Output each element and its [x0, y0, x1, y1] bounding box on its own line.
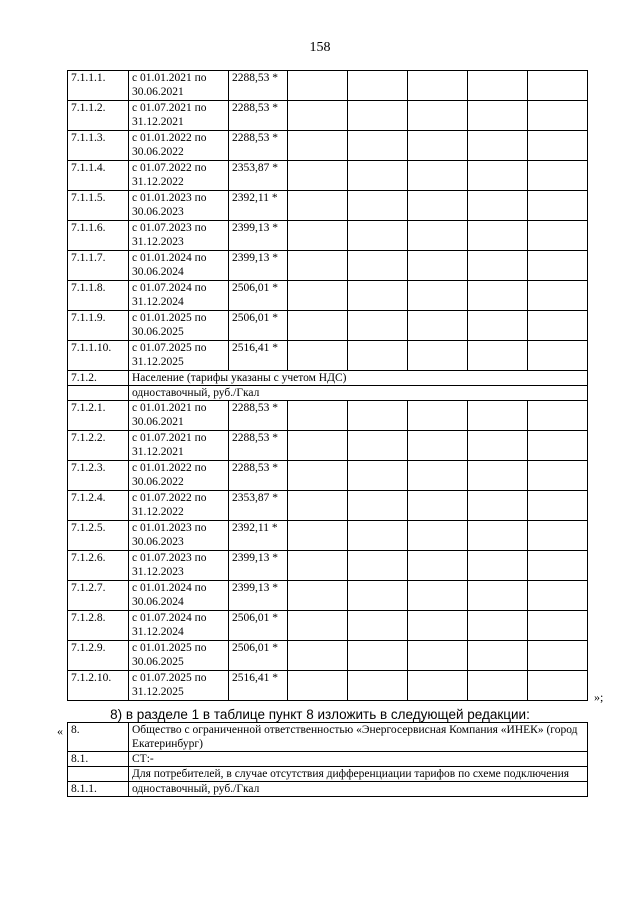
empty-cell — [468, 581, 528, 611]
empty-cell — [288, 401, 348, 431]
empty-cell — [288, 191, 348, 221]
row-code: 7.1.2.8. — [68, 611, 129, 641]
empty-cell — [408, 71, 468, 101]
empty-cell — [408, 311, 468, 341]
amendment-heading: 8) в разделе 1 в таблице пункт 8 изложить в следующей редакции: — [110, 707, 530, 722]
empty-cell — [288, 611, 348, 641]
row-period: с 01.07.2025 по 31.12.2025 — [129, 671, 229, 701]
section-code: 7.1.2. — [68, 371, 129, 386]
empty-cell — [528, 251, 588, 281]
empty-cell — [288, 341, 348, 371]
row-value: 2399,13 * — [229, 221, 288, 251]
row-period: с 01.07.2021 по 31.12.2021 — [129, 431, 229, 461]
empty-cell — [348, 581, 408, 611]
tariff-table — [67, 70, 588, 701]
empty-cell — [528, 131, 588, 161]
section-row — [68, 371, 588, 386]
table-row — [68, 191, 588, 221]
table-row — [68, 491, 588, 521]
empty-cell — [408, 581, 468, 611]
empty-cell — [348, 491, 408, 521]
item-text: одноставочный, руб./Гкал — [129, 782, 588, 797]
empty-cell — [288, 221, 348, 251]
row-code: 7.1.2.10. — [68, 671, 129, 701]
empty-cell — [408, 401, 468, 431]
empty-cell — [468, 491, 528, 521]
row-value: 2516,41 * — [229, 671, 288, 701]
empty-cell — [468, 161, 528, 191]
row-code: 7.1.1.3. — [68, 131, 129, 161]
empty-cell — [288, 281, 348, 311]
empty-cell — [288, 461, 348, 491]
table-row — [68, 401, 588, 431]
row-code: 7.1.2.9. — [68, 641, 129, 671]
empty-cell — [408, 431, 468, 461]
row-period: с 01.07.2024 по 31.12.2024 — [129, 611, 229, 641]
empty-cell — [468, 251, 528, 281]
row-code: 7.1.1.1. — [68, 71, 129, 101]
empty-cell — [348, 191, 408, 221]
empty-cell — [348, 401, 408, 431]
row-period: с 01.07.2023 по 31.12.2023 — [129, 551, 229, 581]
item-code — [68, 767, 129, 782]
empty-cell — [348, 101, 408, 131]
item-text: Для потребителей, в случае отсутствия дифференциации тарифов по схеме подключения — [129, 767, 588, 782]
row-code: 7.1.2.7. — [68, 581, 129, 611]
empty-cell — [288, 161, 348, 191]
row-value: 2288,53 * — [229, 101, 288, 131]
empty-cell — [348, 221, 408, 251]
empty-cell — [288, 71, 348, 101]
table-row — [68, 461, 588, 491]
empty-cell — [288, 101, 348, 131]
table-row — [68, 752, 588, 767]
row-period: с 01.01.2021 по 30.06.2021 — [129, 71, 229, 101]
empty-cell — [348, 311, 408, 341]
empty-cell — [528, 221, 588, 251]
empty-cell — [288, 491, 348, 521]
empty-cell — [468, 311, 528, 341]
empty-cell — [348, 341, 408, 371]
empty-cell — [408, 251, 468, 281]
empty-cell — [288, 641, 348, 671]
row-period: с 01.07.2025 по 31.12.2025 — [129, 341, 229, 371]
row-value: 2353,87 * — [229, 161, 288, 191]
row-period: с 01.07.2024 по 31.12.2024 — [129, 281, 229, 311]
table-row — [68, 641, 588, 671]
section-subtitle-row — [68, 386, 588, 401]
empty-cell — [408, 161, 468, 191]
empty-cell — [288, 431, 348, 461]
empty-cell — [408, 641, 468, 671]
empty-cell — [468, 401, 528, 431]
table-row — [68, 671, 588, 701]
row-value: 2506,01 * — [229, 281, 288, 311]
empty-cell — [348, 461, 408, 491]
row-value: 2288,53 * — [229, 401, 288, 431]
table-row — [68, 281, 588, 311]
row-code: 7.1.2.1. — [68, 401, 129, 431]
empty-cell — [288, 671, 348, 701]
row-value: 2288,53 * — [229, 431, 288, 461]
empty-cell — [528, 101, 588, 131]
row-code: 7.1.2.5. — [68, 521, 129, 551]
open-quote: « — [57, 724, 63, 738]
empty-cell — [408, 101, 468, 131]
table-row — [68, 311, 588, 341]
empty-cell — [528, 191, 588, 221]
table-row — [68, 101, 588, 131]
table-row — [68, 341, 588, 371]
empty-cell — [528, 581, 588, 611]
table-row — [68, 723, 588, 752]
empty-cell — [68, 386, 129, 401]
empty-cell — [408, 671, 468, 701]
empty-cell — [468, 71, 528, 101]
empty-cell — [348, 131, 408, 161]
row-period: с 01.01.2025 по 30.06.2025 — [129, 311, 229, 341]
empty-cell — [348, 281, 408, 311]
item-code: 8.1. — [68, 752, 129, 767]
empty-cell — [468, 221, 528, 251]
table-row — [68, 131, 588, 161]
empty-cell — [528, 521, 588, 551]
row-code: 7.1.1.4. — [68, 161, 129, 191]
table-row — [68, 221, 588, 251]
row-code: 7.1.1.9. — [68, 311, 129, 341]
empty-cell — [348, 431, 408, 461]
empty-cell — [408, 521, 468, 551]
empty-cell — [348, 641, 408, 671]
row-value: 2288,53 * — [229, 131, 288, 161]
empty-cell — [468, 611, 528, 641]
row-period: с 01.01.2022 по 30.06.2022 — [129, 461, 229, 491]
row-value: 2506,01 * — [229, 611, 288, 641]
row-code: 7.1.2.4. — [68, 491, 129, 521]
row-value: 2288,53 * — [229, 461, 288, 491]
empty-cell — [528, 611, 588, 641]
empty-cell — [348, 611, 408, 641]
empty-cell — [408, 341, 468, 371]
empty-cell — [528, 641, 588, 671]
row-period: с 01.01.2025 по 30.06.2025 — [129, 641, 229, 671]
empty-cell — [528, 281, 588, 311]
row-value: 2399,13 * — [229, 551, 288, 581]
item-text: СТ:- — [129, 752, 588, 767]
empty-cell — [348, 551, 408, 581]
empty-cell — [348, 671, 408, 701]
row-code: 7.1.1.8. — [68, 281, 129, 311]
empty-cell — [408, 131, 468, 161]
row-value: 2516,41 * — [229, 341, 288, 371]
table-row — [68, 782, 588, 797]
empty-cell — [528, 491, 588, 521]
row-period: с 01.01.2024 по 30.06.2024 — [129, 251, 229, 281]
empty-cell — [528, 161, 588, 191]
item-code: 8.1.1. — [68, 782, 129, 797]
row-value: 2506,01 * — [229, 311, 288, 341]
empty-cell — [288, 551, 348, 581]
empty-cell — [468, 281, 528, 311]
table-row — [68, 161, 588, 191]
empty-cell — [288, 521, 348, 551]
empty-cell — [408, 611, 468, 641]
empty-cell — [408, 221, 468, 251]
row-period: с 01.07.2022 по 31.12.2022 — [129, 491, 229, 521]
empty-cell — [528, 311, 588, 341]
row-code: 7.1.1.2. — [68, 101, 129, 131]
row-period: с 01.07.2023 по 31.12.2023 — [129, 221, 229, 251]
table-row — [68, 431, 588, 461]
empty-cell — [468, 551, 528, 581]
empty-cell — [468, 431, 528, 461]
empty-cell — [288, 251, 348, 281]
table-row — [68, 551, 588, 581]
empty-cell — [468, 131, 528, 161]
row-code: 7.1.1.5. — [68, 191, 129, 221]
empty-cell — [408, 461, 468, 491]
empty-cell — [288, 131, 348, 161]
table-row — [68, 521, 588, 551]
row-code: 7.1.1.7. — [68, 251, 129, 281]
empty-cell — [528, 401, 588, 431]
table-row — [68, 767, 588, 782]
item-text: Общество с ограниченной ответственностью «Энергосервисная Компания «ИНЕК» (город Екатеринбург) — [129, 723, 588, 752]
empty-cell — [288, 311, 348, 341]
page-number: 158 — [309, 40, 331, 55]
empty-cell — [468, 641, 528, 671]
row-period: с 01.01.2023 по 30.06.2023 — [129, 191, 229, 221]
empty-cell — [528, 671, 588, 701]
empty-cell — [468, 341, 528, 371]
empty-cell — [408, 551, 468, 581]
row-value: 2353,87 * — [229, 491, 288, 521]
table-row — [68, 251, 588, 281]
empty-cell — [468, 671, 528, 701]
item-code: 8. — [68, 723, 129, 752]
empty-cell — [528, 461, 588, 491]
row-value: 2399,13 * — [229, 251, 288, 281]
empty-cell — [348, 251, 408, 281]
empty-cell — [468, 521, 528, 551]
row-period: с 01.01.2022 по 30.06.2022 — [129, 131, 229, 161]
empty-cell — [288, 581, 348, 611]
row-value: 2392,11 * — [229, 521, 288, 551]
empty-cell — [348, 521, 408, 551]
empty-cell — [528, 71, 588, 101]
table-row — [68, 71, 588, 101]
row-code: 7.1.2.3. — [68, 461, 129, 491]
empty-cell — [528, 551, 588, 581]
section-title: Население (тарифы указаны с учетом НДС) — [129, 371, 588, 386]
section-subtitle: одноставочный, руб./Гкал — [129, 386, 588, 401]
empty-cell — [528, 341, 588, 371]
table-row — [68, 611, 588, 641]
row-code: 7.1.1.6. — [68, 221, 129, 251]
row-period: с 01.07.2021 по 31.12.2021 — [129, 101, 229, 131]
empty-cell — [408, 491, 468, 521]
empty-cell — [348, 71, 408, 101]
empty-cell — [468, 191, 528, 221]
empty-cell — [408, 281, 468, 311]
row-value: 2288,53 * — [229, 71, 288, 101]
row-value: 2506,01 * — [229, 641, 288, 671]
close-quote: »; — [594, 690, 604, 704]
empty-cell — [468, 461, 528, 491]
empty-cell — [348, 161, 408, 191]
empty-cell — [468, 101, 528, 131]
row-period: с 01.07.2022 по 31.12.2022 — [129, 161, 229, 191]
row-code: 7.1.2.6. — [68, 551, 129, 581]
row-value: 2399,13 * — [229, 581, 288, 611]
row-period: с 01.01.2024 по 30.06.2024 — [129, 581, 229, 611]
empty-cell — [528, 431, 588, 461]
item8-table — [67, 722, 588, 797]
row-code: 7.1.1.10. — [68, 341, 129, 371]
table-row — [68, 581, 588, 611]
row-period: с 01.01.2021 по 30.06.2021 — [129, 401, 229, 431]
empty-cell — [408, 191, 468, 221]
row-code: 7.1.2.2. — [68, 431, 129, 461]
row-value: 2392,11 * — [229, 191, 288, 221]
row-period: с 01.01.2023 по 30.06.2023 — [129, 521, 229, 551]
